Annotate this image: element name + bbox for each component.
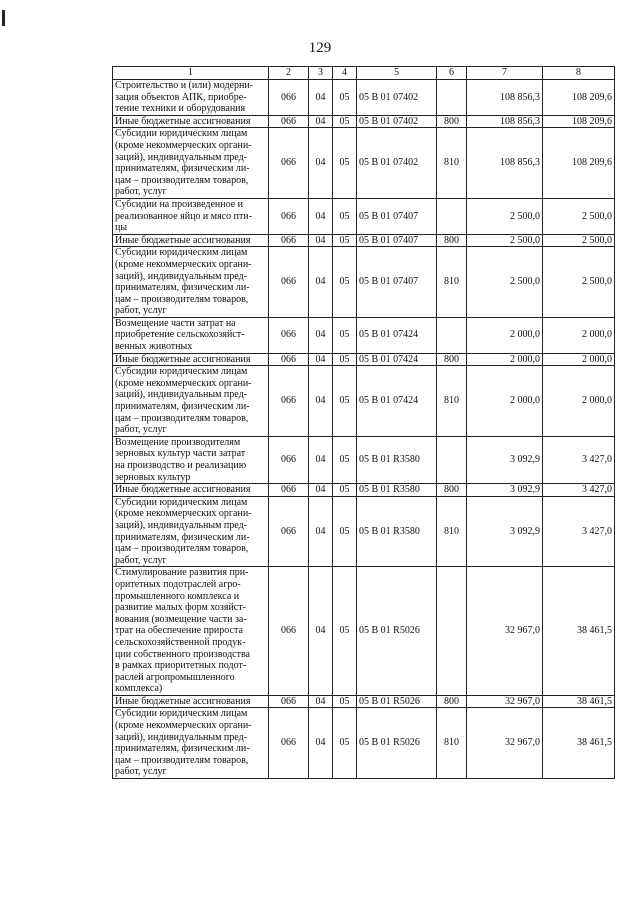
target-article-cell: 05 В 01 07407 (357, 247, 437, 318)
table-row (113, 353, 615, 366)
amount-col7-cell: 32 967,0 (467, 708, 543, 779)
section-cell: 04 (309, 353, 333, 366)
subsection-cell: 05 (333, 115, 357, 128)
section-cell: 04 (309, 247, 333, 318)
row-name-line: ции собственного производства (115, 648, 250, 660)
target-article-cell: 05 В 01 07407 (357, 234, 437, 247)
subsection-cell: 05 (333, 436, 357, 483)
target-article-cell: 05 В 01 07424 (357, 353, 437, 366)
header-cell: 2 (269, 67, 309, 80)
row-name-cell (113, 436, 269, 483)
amount-col7-cell: 2 500,0 (467, 247, 543, 318)
table-row (113, 80, 615, 116)
amount-col8-cell: 2 000,0 (543, 317, 615, 353)
row-name-cell (113, 234, 269, 247)
target-article-cell: 05 В 01 07402 (357, 115, 437, 128)
table-header-row (113, 67, 615, 80)
expense-type-cell: 810 (437, 496, 467, 567)
row-name-line: Субсидии юридическим лицам (115, 496, 248, 508)
amount-col7-cell: 3 092,9 (467, 436, 543, 483)
row-name-line: трат на обеспечение прироста (115, 625, 243, 637)
grbs-cell: 066 (269, 115, 309, 128)
row-name-cell (113, 496, 269, 567)
row-name-line: Возмещение производителям (115, 436, 241, 448)
row-name-line: (кроме некоммерческих органи- (115, 720, 252, 732)
row-name-line: цы (115, 222, 128, 234)
section-cell: 04 (309, 366, 333, 437)
section-cell: 04 (309, 80, 333, 116)
row-name-line: вования (возмещение части за- (115, 613, 247, 625)
grbs-cell: 066 (269, 80, 309, 116)
amount-col8-cell: 2 500,0 (543, 234, 615, 247)
subsection-cell: 05 (333, 695, 357, 708)
grbs-cell: 066 (269, 496, 309, 567)
amount-col8-cell: 2 000,0 (543, 366, 615, 437)
expense-type-cell (437, 317, 467, 353)
amount-col7-cell: 2 500,0 (467, 234, 543, 247)
expense-type-cell: 810 (437, 708, 467, 779)
row-name-cell (113, 128, 269, 199)
header-cell: 4 (333, 67, 357, 80)
row-name-line: принимателям, физическим ли- (115, 743, 250, 755)
header-cell: 5 (357, 67, 437, 80)
row-name-line: цам – производителям товаров, (115, 174, 249, 186)
subsection-cell: 05 (333, 353, 357, 366)
row-name-line: (кроме некоммерческих органи- (115, 139, 252, 151)
expense-type-cell: 810 (437, 366, 467, 437)
amount-col8-cell: 38 461,5 (543, 695, 615, 708)
row-name-cell (113, 366, 269, 437)
subsection-cell: 05 (333, 366, 357, 437)
row-name-line: развитие малых форм хозяйст- (115, 602, 246, 614)
section-cell: 04 (309, 708, 333, 779)
table-row (113, 198, 615, 234)
header-cell: 1 (113, 67, 269, 80)
grbs-cell: 066 (269, 567, 309, 696)
row-name-line: цам – производителям товаров, (115, 412, 249, 424)
expense-type-cell (437, 567, 467, 696)
row-name-line: Возмещение части затрат на (115, 317, 236, 329)
subsection-cell: 05 (333, 198, 357, 234)
row-name-line: приобретение сельскохозяйст- (115, 329, 245, 341)
target-article-cell: 05 В 01 R3580 (357, 496, 437, 567)
table-row (113, 484, 615, 497)
amount-col8-cell: 3 427,0 (543, 484, 615, 497)
amount-col8-cell: 3 427,0 (543, 436, 615, 483)
grbs-cell: 066 (269, 708, 309, 779)
page-number: 129 (308, 40, 332, 56)
target-article-cell: 05 В 01 R5026 (357, 708, 437, 779)
grbs-cell: 066 (269, 353, 309, 366)
subsection-cell: 05 (333, 234, 357, 247)
row-name-line: комплекса) (115, 683, 163, 695)
budget-table (112, 66, 615, 779)
row-name-line: заций), индивидуальным пред- (115, 519, 247, 531)
target-article-cell: 05 В 01 07407 (357, 198, 437, 234)
row-name-line: Строительство и (или) модерни- (115, 80, 254, 91)
grbs-cell: 066 (269, 695, 309, 708)
expense-type-cell (437, 436, 467, 483)
expense-type-cell (437, 80, 467, 116)
section-cell: 04 (309, 317, 333, 353)
row-name-line: зерновых культур (115, 471, 191, 483)
amount-col7-cell: 108 856,3 (467, 80, 543, 116)
target-article-cell: 05 В 01 R3580 (357, 436, 437, 483)
target-article-cell: 05 В 01 R5026 (357, 567, 437, 696)
row-name-line: Субсидии юридическим лицам (115, 366, 248, 378)
expense-type-cell: 800 (437, 115, 467, 128)
row-name-line: реализованное яйцо и мясо пти- (115, 210, 253, 222)
grbs-cell: 066 (269, 317, 309, 353)
subsection-cell: 05 (333, 247, 357, 318)
row-name-line: зация объектов АПК, приобре- (115, 91, 247, 103)
amount-col8-cell: 3 427,0 (543, 496, 615, 567)
subsection-cell: 05 (333, 567, 357, 696)
row-name-line: сельскохозяйственной продук- (115, 636, 246, 648)
section-cell: 04 (309, 128, 333, 199)
amount-col8-cell: 108 209,6 (543, 128, 615, 199)
row-name-line: тение техники и оборудования (115, 103, 246, 115)
row-name-line: работ, услуг (115, 186, 167, 198)
header-cell: 8 (543, 67, 615, 80)
row-name-cell (113, 317, 269, 353)
section-cell: 04 (309, 234, 333, 247)
section-cell: 04 (309, 115, 333, 128)
grbs-cell: 066 (269, 436, 309, 483)
row-name-line: цам – производителям товаров, (115, 754, 249, 766)
expense-type-cell: 810 (437, 247, 467, 318)
row-name-line: на производство и реализацию (115, 460, 247, 471)
row-name-cell (113, 115, 269, 128)
table-row (113, 695, 615, 708)
target-article-cell: 05 В 01 07402 (357, 128, 437, 199)
grbs-cell: 066 (269, 366, 309, 437)
row-name-line: (кроме некоммерческих органи- (115, 258, 252, 270)
expense-type-cell: 800 (437, 484, 467, 497)
table-row (113, 115, 615, 128)
scan-mark (2, 10, 5, 26)
row-name-cell (113, 567, 269, 696)
amount-col8-cell: 108 209,6 (543, 115, 615, 128)
table-row (113, 436, 615, 483)
row-name-cell (113, 247, 269, 318)
row-name-line: заций), индивидуальным пред- (115, 731, 247, 743)
table-body (113, 80, 615, 779)
subsection-cell: 05 (333, 128, 357, 199)
expense-type-cell: 800 (437, 695, 467, 708)
amount-col7-cell: 2 500,0 (467, 198, 543, 234)
grbs-cell: 066 (269, 128, 309, 199)
amount-col7-cell: 2 000,0 (467, 366, 543, 437)
row-name-cell (113, 198, 269, 234)
row-name-line: (кроме некоммерческих органи- (115, 377, 252, 389)
subsection-cell: 05 (333, 484, 357, 497)
section-cell: 04 (309, 436, 333, 483)
subsection-cell: 05 (333, 496, 357, 567)
section-cell: 04 (309, 484, 333, 497)
row-name-line: работ, услуг (115, 766, 167, 778)
row-name-line: работ, услуг (115, 424, 167, 436)
table-row (113, 234, 615, 247)
row-name-line: заций), индивидуальным пред- (115, 270, 247, 282)
expense-type-cell: 800 (437, 353, 467, 366)
row-name-line: Иные бюджетные ассигнования (115, 695, 251, 707)
expense-type-cell: 800 (437, 234, 467, 247)
row-name-cell (113, 484, 269, 497)
row-name-line: принимателям, физическим ли- (115, 163, 250, 175)
table-row (113, 567, 615, 696)
table-row (113, 708, 615, 779)
expense-type-cell: 810 (437, 128, 467, 199)
row-name-line: раслей агропромышленного (115, 671, 235, 683)
header-cell: 3 (309, 67, 333, 80)
amount-col7-cell: 2 000,0 (467, 317, 543, 353)
grbs-cell: 066 (269, 247, 309, 318)
table-row (113, 247, 615, 318)
amount-col7-cell: 2 000,0 (467, 353, 543, 366)
row-name-line: Иные бюджетные ассигнования (115, 115, 251, 127)
row-name-line: Субсидии юридическим лицам (115, 128, 248, 140)
row-name-line: принимателям, физическим ли- (115, 531, 250, 543)
row-name-line: Иные бюджетные ассигнования (115, 353, 251, 365)
row-name-line: Иные бюджетные ассигнования (115, 484, 251, 496)
target-article-cell: 05 В 01 07402 (357, 80, 437, 116)
row-name-line: Стимулирование развития при- (115, 567, 249, 579)
row-name-line: промышленного комплекса и (115, 590, 240, 602)
table-row (113, 128, 615, 199)
row-name-line: принимателям, физическим ли- (115, 401, 250, 413)
row-name-line: венных животных (115, 341, 193, 353)
amount-col7-cell: 32 967,0 (467, 567, 543, 696)
subsection-cell: 05 (333, 80, 357, 116)
subsection-cell: 05 (333, 317, 357, 353)
row-name-line: цам – производителям товаров, (115, 543, 249, 555)
section-cell: 04 (309, 198, 333, 234)
row-name-line: зерновых культур части затрат (115, 448, 246, 460)
expense-type-cell (437, 198, 467, 234)
target-article-cell: 05 В 01 07424 (357, 366, 437, 437)
target-article-cell: 05 В 01 R5026 (357, 695, 437, 708)
target-article-cell: 05 В 01 R3580 (357, 484, 437, 497)
amount-col8-cell: 2 500,0 (543, 198, 615, 234)
row-name-line: Иные бюджетные ассигнования (115, 234, 251, 246)
row-name-line: в рамках приоритетных подот- (115, 660, 247, 672)
section-cell: 04 (309, 695, 333, 708)
grbs-cell: 066 (269, 484, 309, 497)
amount-col7-cell: 108 856,3 (467, 128, 543, 199)
row-name-cell (113, 695, 269, 708)
row-name-line: оритетных подотраслей агро- (115, 578, 241, 590)
row-name-line: Субсидии юридическим лицам (115, 708, 248, 720)
table-row (113, 317, 615, 353)
row-name-line: заций), индивидуальным пред- (115, 389, 247, 401)
amount-col8-cell: 2 500,0 (543, 247, 615, 318)
table-row (113, 366, 615, 437)
amount-col8-cell: 38 461,5 (543, 708, 615, 779)
amount-col8-cell: 108 209,6 (543, 80, 615, 116)
target-article-cell: 05 В 01 07424 (357, 317, 437, 353)
section-cell: 04 (309, 496, 333, 567)
row-name-cell (113, 80, 269, 116)
row-name-line: (кроме некоммерческих органи- (115, 508, 252, 520)
row-name-line: заций), индивидуальным пред- (115, 151, 247, 163)
row-name-cell (113, 353, 269, 366)
grbs-cell: 066 (269, 198, 309, 234)
row-name-line: принимателям, физическим ли- (115, 282, 250, 294)
table-row (113, 496, 615, 567)
amount-col7-cell: 108 856,3 (467, 115, 543, 128)
row-name-line: цам – производителям товаров, (115, 293, 249, 305)
amount-col8-cell: 38 461,5 (543, 567, 615, 696)
row-name-line: работ, услуг (115, 305, 167, 317)
amount-col7-cell: 32 967,0 (467, 695, 543, 708)
grbs-cell: 066 (269, 234, 309, 247)
amount-col8-cell: 2 000,0 (543, 353, 615, 366)
row-name-line: работ, услуг (115, 554, 167, 566)
header-cell: 7 (467, 67, 543, 80)
amount-col7-cell: 3 092,9 (467, 496, 543, 567)
subsection-cell: 05 (333, 708, 357, 779)
row-name-line: Субсидии юридическим лицам (115, 247, 248, 259)
row-name-cell (113, 708, 269, 779)
header-cell: 6 (437, 67, 467, 80)
amount-col7-cell: 3 092,9 (467, 484, 543, 497)
section-cell: 04 (309, 567, 333, 696)
row-name-line: Субсидии на произведенное и (115, 198, 244, 210)
